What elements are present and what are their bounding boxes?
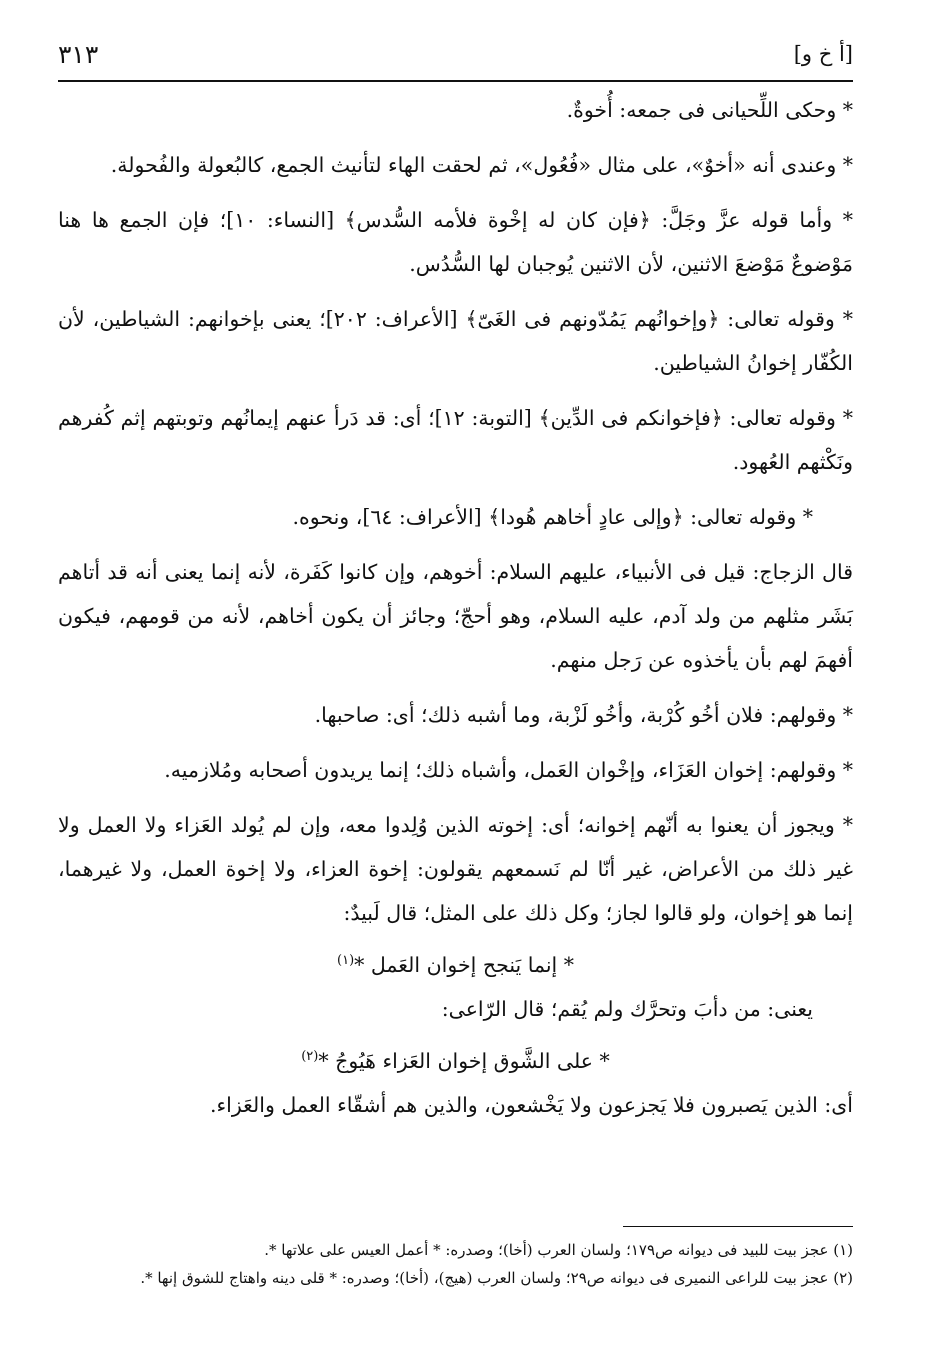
paragraph-1: * وحكى اللِّحيانى فى جمعه: أُخوةٌ. — [566, 98, 853, 122]
paragraph-10: * ويجوز أن يعنوا به أنّهم إخوانه؛ أى: إخوته الذين وُلِدوا معه، وإن لم يُولد العَزاء ولا العمل ولا غير ذلك من الأعراض، غير أنّا لم نَسمعهم يقولون: إخوة العزاء، ولا إخوة العمل، ولا غيرهما، إنما هو إخوان، ولو قالوا لجاز؛ وكل ذلك على المثل؛ قال لَبيدٌ: — [58, 813, 853, 925]
verse-1-text: * إنما يَنجح إخوان العَمل * — [354, 952, 574, 977]
page-header — [58, 28, 853, 72]
footnote-rule — [623, 1226, 853, 1227]
verse-line-2 — [58, 1035, 853, 1083]
paragraph-7: قال الزجاج: قيل فى الأنبياء، عليهم السلام: أخوهم، وإن كانوا كَفَرة، لأنه إنما يعنى أنه قد أتاهم بَشَر مثلهم من ولد آدم، عليه السلام، وهو أحجّ؛ وجائز أن يكون أخاهم، لأنه من قومهم، فيكون أفهمَ لهم بأن يأخذوه عن رَجل منهم. — [58, 560, 853, 672]
footnote-1: (١) عجز بيت للبيد فى ديوانه ص١٧٩؛ ولسان العرب (أخا)؛ وصدره: * أعمل العيس على علاتها *. — [264, 1241, 853, 1259]
verse-2-footnote-mark: (٢) — [301, 1048, 319, 1064]
page-body — [58, 88, 853, 1127]
running-head: [أ خ و] — [793, 42, 853, 66]
verse-2-text: * على الشَّوق إخوان العَزاء هَيُوجُ * — [318, 1048, 610, 1073]
paragraph-3: * وأما قوله عزَّ وجَلَّ: ﴿فإن كان له إخْوة فلأمه السُّدس﴾ [النساء: ١٠]؛ فإن الجمع ها هنا مَوْضوعٌ مَوْضعَ الاثنين، لأن الاثنين يُوجبان لها السُّدُس. — [58, 208, 853, 276]
footnotes — [58, 1236, 853, 1292]
closing-line: أى: الذين يَصبرون فلا يَجزعون ولا يَخْشعون، والذين هم أشقّاء العمل والعَزاء. — [210, 1092, 853, 1117]
header-rule — [58, 80, 853, 82]
paragraph-9: * وقولهم: إخوان العَزَاء، وإخْوان العَمل، وأشباه ذلك؛ إنما يريدون أصحابه ومُلازميه. — [164, 758, 853, 782]
verse-1-footnote-mark: (١) — [337, 953, 355, 968]
footnote-2: (٢) عجز بيت للراعى النميرى فى ديوانه ص٢٩؛ ولسان العرب (هيج)، (أخا)؛ وصدره: * قلى دينه واهتاج للشوق إنها *. — [140, 1269, 853, 1287]
book-page — [58, 28, 853, 1348]
verse-line-1 — [58, 939, 853, 987]
line-after-verse-1: يعنى: من دأبَ وتحرَّك ولم يُقم؛ قال الرّاعى: — [441, 996, 813, 1021]
paragraph-4: * وقوله تعالى: ﴿وإخوانُهم يَمُدّونهم فى الغَىّ﴾ [الأعراف: ٢٠٢]؛ يعنى بإخوانهم: الشياطين، لأن الكُفّار إخوانُ الشياطين. — [58, 307, 853, 375]
paragraph-2: * وعندى أنه «أخوٌ»، على مثال «فُعُول»، ثم لحقت الهاء لتأنيث الجمع، كالبُعولة والفُحولة. — [110, 153, 853, 177]
page-number: ٣١٣ — [58, 40, 99, 69]
paragraph-5: * وقوله تعالى: ﴿فإخوانكم فى الدِّين﴾ [التوبة: ١٢]؛ أى: قد دَرأ عنهم إيمانُهم وتوبتهم إثم كُفرهم ونَكْثهم العُهود. — [58, 406, 853, 474]
paragraph-6: * وقوله تعالى: ﴿وإلى عادٍ أخاهم هُودا﴾ [الأعراف: ٦٤]، ونحوه. — [292, 505, 813, 529]
paragraph-8: * وقولهم: فلان أخُو كُرْبة، وأخُو لَزْبة، وما أشبه ذلك؛ أى: صاحبها. — [314, 703, 853, 727]
